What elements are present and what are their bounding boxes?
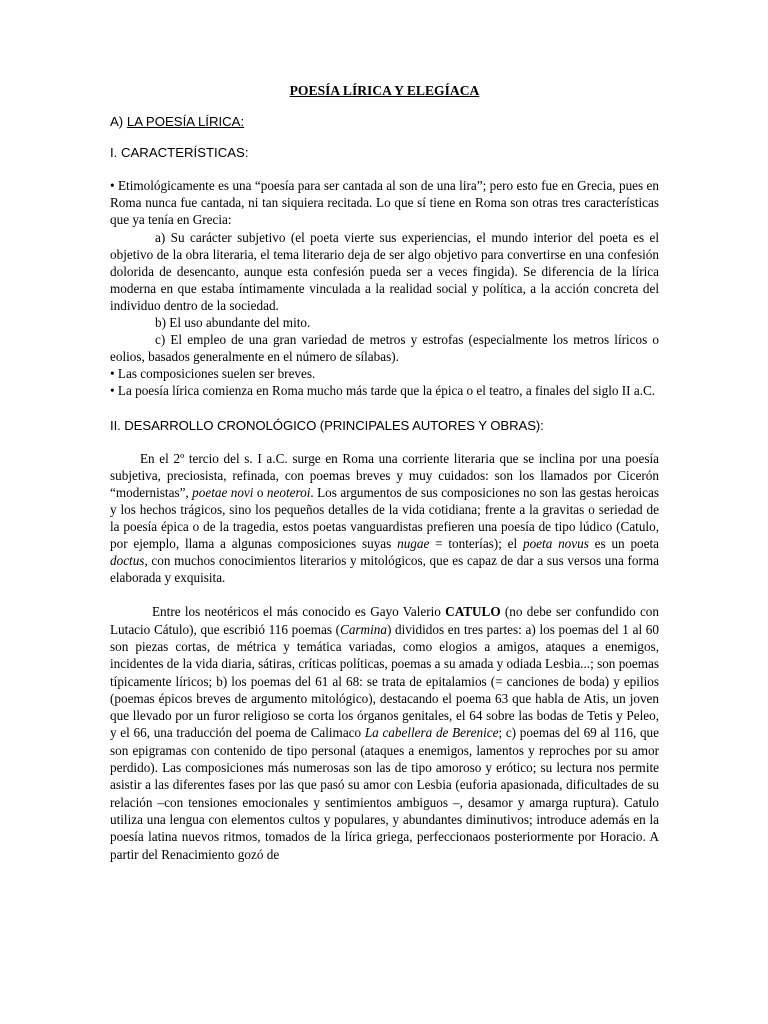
- section-a-prefix: A): [110, 114, 127, 130]
- p1-text-5: es un poeta: [588, 536, 660, 552]
- term-doctus: doctus: [110, 553, 145, 569]
- p1-text-2: o: [253, 484, 267, 500]
- term-carmina: Carmina: [340, 621, 387, 637]
- term-poeta-novus: poeta novus: [522, 536, 589, 552]
- p2-text-3: ) divididos en tres partes: a) los poemas del 1 al 60 son piezas cortas, de métrica y temática variadas, como elogios a amigos, ataques a enemigos, incidentes de la vida diaria, sátiras, críticas políticas, poemas a su amada y odiada Lesbia...; son poemas típicamente líricos; b) los poemas del 61 al 68: se trata de epitalamios (= canciones de boda) y epilios (poemas épicos breves de argumento mitológico), destacando el poema 63 que habla de Atis, un joven que llevado por un furor religioso se corta los órganos genitales, el 64 sobre las bodas de Tetis y Peleo, y el 66, una traducción del poema de Calimaco: [110, 621, 659, 741]
- paragraph-neotericos: [110, 450, 659, 587]
- p1-text-6: , con muchos conocimientos literarios y mitológicos, que es capaz de dar a sus versos una forma elaborada y exquisita.: [110, 553, 659, 586]
- bullet-breves: • Las composiciones suelen ser breves.: [110, 366, 316, 382]
- p2-text-4: ; c) poemas del 69 al 116, que son epigramas con contenido de tipo personal (ataques a enemigos, lamentos y reproches por su amor perdido). Las composiciones más numerosas son las de tipo amoroso y erótico; su lectura nos permite asistir a las diferentes fases por las que pasó su amor con Lesbia (euforia apasionada, dificultades de su relación –con tensiones emocionales y sentimientos ambiguos –, desamor y amarga ruptura). Catulo utiliza una lengua con elementos cultos y populares, y abundantes diminutivos; introduce además en la poesía latina nuevos ritmos, tomados de la lírica griega, perfeccionaos posteriormente por Horacio. A partir del Renacimiento gozó de: [110, 725, 659, 862]
- term-poetae-novi: poetae novi: [192, 484, 254, 500]
- document-page: [110, 82, 659, 863]
- section-a-label: LA POESÍA LÍRICA:: [126, 114, 245, 130]
- p1-text-4: = tonterías); el: [429, 536, 523, 552]
- p1-text-1: En el 2º tercio del s. I a.C. surge en Roma una corriente literaria que se inclina por una poesía subjetiva, preciosista, refinada, con poemas breves y muy cuidados: son los llamados por Cicerón “modernistas”,: [110, 450, 659, 500]
- item-c-metros: c) El empleo de una gran variedad de metros y estrofas (especialmente los metros líricos o eolios, basados generalmente en el número de sílabas).: [110, 332, 659, 365]
- item-a-subjetivo: a) Su carácter subjetivo (el poeta vierte sus experiencias, el mundo interior del poeta es el objetivo de la obra literaria, el tema literario deja de ser algo objetivo para convertirse en una confesión dolorida de desencanto, aunque esta confesión pueda ser a veces fingida). Se diferencia de la lírica moderna en que estaba íntimamente vinculada a la realidad social y política, a la acción concreta del individuo dentro de la sociedad.: [110, 229, 659, 313]
- characteristics-block: [110, 177, 659, 399]
- p1-text-3: . Los argumentos de sus composiciones no son las gestas heroicas y los hechos trágicos, sino los pequeños detalles de la vida cotidiana; frente a la gravitas o seriedad de la poesía épica o de la tragedia, estos poetas vanguardistas prefieren una poesía de tipo lúdico (Catulo, por ejemplo, llama a algunas composiciones suyas: [110, 484, 660, 552]
- term-neoteroi: neoteroi: [266, 484, 311, 500]
- document-title: POESÍA LÍRICA Y ELEGÍACA: [289, 83, 480, 98]
- term-nugae: nugae: [397, 536, 430, 552]
- section-a-heading: [110, 113, 659, 130]
- bullet-etimologia: • Etimológicamente es una “poesía para ser cantada al son de una lira”; pero esto fue en Grecia, pues en Roma nunca fue cantada, ni tan siquiera recitada. Lo que sí tiene en Roma son otras tres características que ya tenía en Grecia:: [110, 178, 659, 228]
- paragraph-catulo: [110, 603, 659, 862]
- item-b-mito: b) El uso abundante del mito.: [155, 315, 311, 331]
- p2-text-1: Entre los neotéricos el más conocido es Gayo Valerio: [152, 604, 446, 620]
- p2-text-2: (no debe ser confundido con Lutacio Cátulo), que escribió 116 poemas (: [110, 604, 659, 637]
- bullet-comienzo: • La poesía lírica comienza en Roma mucho más tarde que la épica o el teatro, a finales del siglo II a.C.: [110, 383, 656, 399]
- term-cabellera-berenice: La cabellera de Berenice: [364, 725, 499, 741]
- heading-caracteristicas: I. CARACTERÍSTICAS:: [110, 145, 249, 161]
- heading-desarrollo: II. DESARROLLO CRONOLÓGICO (PRINCIPALES AUTORES Y OBRAS):: [110, 417, 544, 433]
- name-catulo: CATULO: [445, 604, 501, 620]
